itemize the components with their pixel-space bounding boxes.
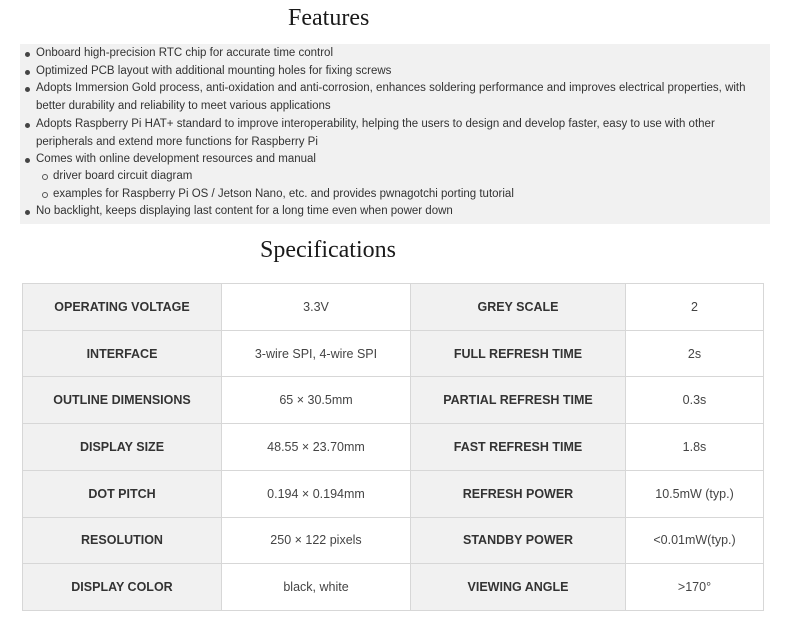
spec-value: 250 × 122 pixels bbox=[222, 517, 411, 564]
feature-item-text: Optimized PCB layout with additional mounting holes for fixing screws bbox=[36, 65, 392, 77]
feature-subitem bbox=[53, 186, 753, 204]
table-row bbox=[23, 470, 764, 517]
spec-key: OUTLINE DIMENSIONS bbox=[23, 377, 222, 424]
feature-item bbox=[36, 116, 764, 151]
spec-key: DISPLAY SIZE bbox=[23, 424, 222, 471]
feature-item-text: Comes with online development resources and manual bbox=[36, 153, 316, 165]
spec-key: RESOLUTION bbox=[23, 517, 222, 564]
feature-item bbox=[36, 151, 764, 169]
table-row bbox=[23, 517, 764, 564]
specifications-table bbox=[22, 283, 764, 611]
table-row bbox=[23, 564, 764, 611]
feature-subitem-text: examples for Raspberry Pi OS / Jetson Nano, etc. and provides pwnagotchi porting tutorial bbox=[53, 188, 514, 200]
spec-value: 0.194 × 0.194mm bbox=[222, 470, 411, 517]
bullet-icon bbox=[25, 87, 30, 92]
spec-key: STANDBY POWER bbox=[411, 517, 626, 564]
feature-item-text: Onboard high-precision RTC chip for accurate time control bbox=[36, 47, 334, 59]
spec-value: 48.55 × 23.70mm bbox=[222, 424, 411, 471]
bullet-icon bbox=[25, 70, 30, 75]
feature-item bbox=[36, 45, 764, 63]
feature-subitem-text: driver board circuit diagram bbox=[53, 170, 193, 182]
spec-value: 2 bbox=[626, 284, 764, 331]
spec-key: VIEWING ANGLE bbox=[411, 564, 626, 611]
feature-item-text: No backlight, keeps displaying last content for a long time even when power down bbox=[36, 205, 453, 217]
table-row bbox=[23, 424, 764, 471]
spec-key: OPERATING VOLTAGE bbox=[23, 284, 222, 331]
spec-value: <0.01mW(typ.) bbox=[626, 517, 764, 564]
feature-item bbox=[36, 63, 764, 81]
feature-item bbox=[36, 203, 764, 221]
spec-key: DISPLAY COLOR bbox=[23, 564, 222, 611]
spec-value: 65 × 30.5mm bbox=[222, 377, 411, 424]
features-list-box bbox=[20, 44, 770, 224]
circle-bullet-icon bbox=[42, 174, 48, 180]
spec-key: INTERFACE bbox=[23, 330, 222, 377]
spec-value: 2s bbox=[626, 330, 764, 377]
bullet-icon bbox=[25, 123, 30, 128]
feature-item bbox=[36, 80, 764, 115]
bullet-icon bbox=[25, 52, 30, 57]
feature-subitem bbox=[53, 168, 753, 186]
specifications-title: Specifications bbox=[260, 237, 396, 263]
table-row bbox=[23, 330, 764, 377]
table-row bbox=[23, 284, 764, 331]
spec-value: 3-wire SPI, 4-wire SPI bbox=[222, 330, 411, 377]
circle-bullet-icon bbox=[42, 192, 48, 198]
spec-value: 0.3s bbox=[626, 377, 764, 424]
spec-key: FULL REFRESH TIME bbox=[411, 330, 626, 377]
bullet-icon bbox=[25, 158, 30, 163]
spec-value: 1.8s bbox=[626, 424, 764, 471]
bullet-icon bbox=[25, 210, 30, 215]
table-row bbox=[23, 377, 764, 424]
spec-value: >170° bbox=[626, 564, 764, 611]
spec-value: 3.3V bbox=[222, 284, 411, 331]
features-title: Features bbox=[288, 5, 370, 31]
spec-value: 10.5mW (typ.) bbox=[626, 470, 764, 517]
spec-key: PARTIAL REFRESH TIME bbox=[411, 377, 626, 424]
spec-value: black, white bbox=[222, 564, 411, 611]
spec-key: GREY SCALE bbox=[411, 284, 626, 331]
spec-key: REFRESH POWER bbox=[411, 470, 626, 517]
feature-item-text: Adopts Immersion Gold process, anti-oxidation and anti-corrosion, enhances soldering performance and improves electrical properties, with better durability and reliability to meet various applications bbox=[36, 82, 746, 112]
spec-key: DOT PITCH bbox=[23, 470, 222, 517]
feature-item-text: Adopts Raspberry Pi HAT+ standard to improve interoperability, helping the users to design and develop faster, easy to use with other peripherals and extend more functions for Raspberry Pi bbox=[36, 118, 715, 148]
spec-key: FAST REFRESH TIME bbox=[411, 424, 626, 471]
